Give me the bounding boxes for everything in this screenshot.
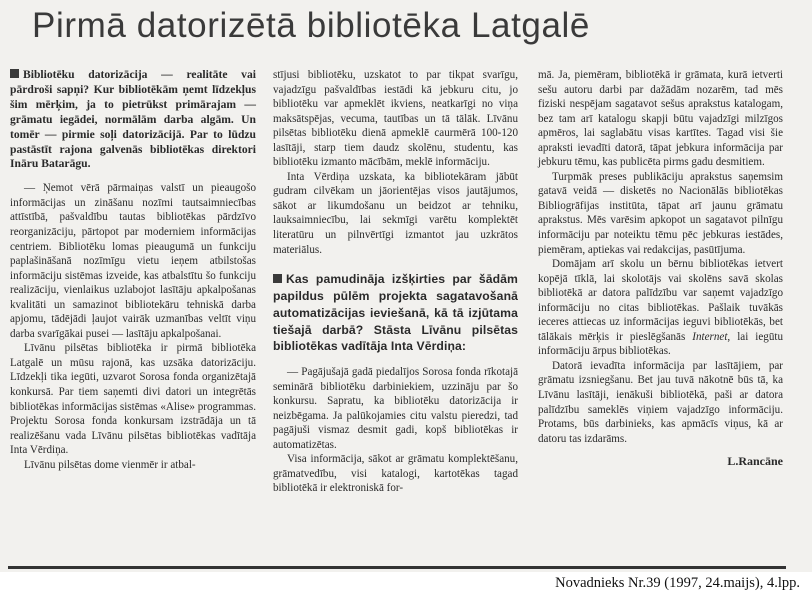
paragraph	[538, 257, 783, 359]
source-caption: Novadnieks Nr.39 (1997, 24.maijs), 4.lpp.	[555, 575, 800, 591]
square-bullet-icon	[273, 274, 282, 283]
paragraph: Līvānu pilsētas bibliotēka ir pirmā bibliotēka Latgalē un mūsu rajonā, kas uzsāka datorizāciju. Līdzekļi tika iegūti, uzvarot Sorosa fonda organizētajā konkursā. Par tiem saņemti divi datori un integrētās bibliotēkas informācijas sistēmas «Alise» programmas. Projektu Sorosa fonda konkursam izstrādāja un tā realizēšanu vada Līvānu pilsētas bibliotēkas vadītāja Inta Vērdiņa.	[10, 342, 256, 457]
article-headline: Pirmā datorizētā bibliotēka Latgalē	[32, 6, 590, 45]
bottom-rule	[8, 566, 786, 569]
paragraph: Visa informācija, sākot ar grāmatu komplektēšanu, grāmatvedību, visi katalogi, kartotēkas tagad bibliotēkā ir elektroniskā for-	[273, 453, 518, 495]
paragraph: — Ņemot vērā pārmaiņas valstī un pieaugošo informācijas un zināšanu nozīmi tautsaimniecības attīstībā, pašvaldību tautas bibliotēkas pārdzīvo reorganizāciju, pārtopot par moderniem informācijas centriem. Bibliotēku lomas pieaugumā un funkciju paplašināšanā nozīmīgu vietu ieņem atbilstošas informāciju sistēmas izveide, kas atbalstītu šo funkciju realizāciju, vienlaikus uzlabojot lasītāju apkalpošanas kvalitāti un samazinot bibliotekāru tehniskā darba apjomu, tādējādi ļaujot vairāk uzmanības veltīt viņu darba svarīgākai pusei — lasītāju apkalpošanai.	[10, 182, 256, 340]
article-lead	[10, 68, 256, 172]
paragraph-text: Domājam arī skolu un bērnu bibliotēkas ietvert kopējā tīklā, lai skolotājs vai skolēns savā skolas bibliotēkā ar datora palīdzību var saņemt vajadzīgo informāciju no citas bibliotēkas. Pašlaik tuvākās ieceres attiecas uz informācijas ieguvi bibliotēkās, bet tālākais mērķis ir pieslēgšanās	[538, 258, 783, 343]
paragraph: Turpmāk preses publikāciju aprakstus saņemsim gatavā veidā — disketēs no Nacionālās bibliotēkas Bibliogrāfijas institūta, tāpat arī jaunu grāmatu aprakstus. Mēs varēsim apkopot un sagatavot pilnīgu informāciju par noteiktu tēmu pēc jebkuras iestādes, piemēram, aptiekas vai redakcijas, pasūtījuma.	[538, 170, 783, 256]
paragraph: Inta Vērdiņa uzskata, ka bibliotekāram jābūt gudram cilvēkam un jāorientējas visos jautājumos, sākot ar likumdošanu un beidzot ar tehniku, lauksaimniecību, lai sekmīgi varētu komplektēt literatūru un pilnvērtīgi izmantot jau uzkrātos materiālus.	[273, 170, 518, 256]
column-2	[273, 68, 518, 496]
paragraph: mā. Ja, piemēram, bibliotēkā ir grāmata, kurā ietverti sešu autoru darbi par dažādām nozarēm, tad mēs fiziski nespējam sagatavot sešus aprakstus katalogam, bez tam arī katalogu skapji būtu vajadzīgi milzīgos apmēros, lai saglabātu visas kartītes. Tagad visi šie apraksti ievadīti datorā, tāpat jebkura informācija par jebkuru tēmu, kas publicēta pirms gadu desmitiem.	[538, 69, 783, 169]
internet-term: Internet	[692, 330, 728, 343]
paragraph: Datorā ievadīta informācija par lasītājiem, par grāmatu izsniegšanu. Bet jau tuvā nākotnē būs tā, ka Līvānu lasītāji, ienākuši bibliotēkā, paši ar datora palīdzību sameklēs viņiem vajadzīgo informāciju. Protams, būs darbinieks, kas apmācīs viņus, kā ar datoru tas izdarāms.	[538, 359, 783, 445]
paragraph-tail: , lai iegūtu informāciju ārpus bibliotēkas.	[538, 330, 783, 358]
column-1	[10, 68, 256, 472]
author-signature: L.Rancāne	[727, 454, 783, 469]
paragraph: — Pagājušajā gadā piedalījos Sorosa fonda rīkotajā seminārā bibliotēku darbiniekiem, uzzināju par šo konkursu. Sapratu, ka bibliotēku datorizācija ir neizbēgama. Ja palūkojamies citu valstu pieredzi, tad pagājuši vismaz desmit gadi, kopš bibliotēkas ir automatizētas.	[273, 366, 518, 451]
column-3	[538, 68, 783, 469]
square-bullet-icon	[10, 69, 19, 78]
lead-text: Bibliotēku datorizācija — realitāte vai pārdroši sapņi? Kur bibliotēkām ņemt līdzekļus šim mērķim, ja to pietrūkst primārajam — grāmatu iegādei, normālām darba algām. Un tomēr — pirmie soļi datorizācijā. Par to lūdzu pastāstīt rajona galvenās bibliotēkas direktori Ināru Batarāgu.	[10, 68, 256, 171]
question-text: Kas pamudināja izšķirties par šādām papildus pūlēm projekta sagatavošanā automatizācijas ieviešanā, kā tā izjūtama tiešajā darbā? Stāsta Līvānu pilsētas bibliotēkas vadītāja Inta Vērdiņa:	[273, 272, 518, 354]
interview-question	[273, 271, 518, 355]
paragraph: Līvānu pilsētas dome vienmēr ir atbal-	[24, 458, 196, 471]
paragraph: stījusi bibliotēku, uzskatot to par tikpat svarīgu, vajadzīgu pašvaldības iestādi kā jebkuru citu, jo bibliotēku var apmeklēt ikviens, neatkarīgi no viņa maksātspējas, vecuma, tautības un tā tālāk. Līvānu pilsētas bibliotēku dienā apmeklē caurmērā 100-120 lasītāji, starp tiem daudz skolēnu, studentu, kas bibliotēku izmanto mācībām, meklē informāciju.	[273, 69, 518, 169]
